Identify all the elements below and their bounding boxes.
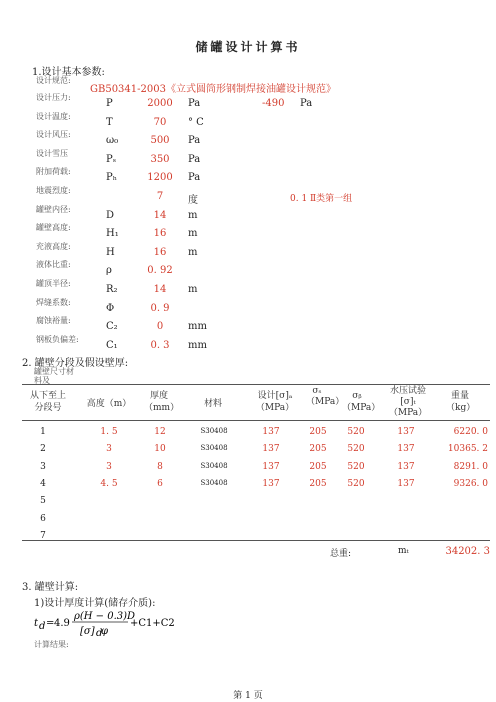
cell-weight: 10365. 2 <box>447 444 488 455</box>
svg-text:φ: φ <box>101 626 109 637</box>
cell-thick: 8 <box>157 461 163 472</box>
param-label: 焊缝系数: <box>36 297 71 307</box>
cell-test: 137 <box>397 427 415 437</box>
param-symbol: C₂ <box>106 321 118 333</box>
param-label: 充液高度: <box>36 241 71 251</box>
param-symbol: T <box>106 116 113 128</box>
param-unit: ° C <box>188 116 204 128</box>
col-material: 材料 <box>203 399 222 409</box>
cell-height: 3 <box>106 444 112 455</box>
cell-material: S30408 <box>200 478 228 487</box>
cell-thick: 10 <box>154 444 166 455</box>
param-unit: Pa <box>188 153 201 165</box>
cell-material: S30408 <box>200 444 228 453</box>
col-design: 设计[σ]ₐ（MPa） <box>255 391 295 413</box>
cell-no: 2 <box>40 444 46 455</box>
table-bottom-rule <box>22 540 490 541</box>
total-label: 总重: <box>330 549 352 559</box>
svg-text:=: = <box>46 618 55 629</box>
param-value: 500 <box>150 135 170 147</box>
svg-text:[σ]: [σ] <box>80 626 95 637</box>
thickness-formula <box>34 608 175 639</box>
param-unit: Pa <box>188 172 201 184</box>
param-value: 16 <box>153 246 167 258</box>
cell-design: 137 <box>262 427 280 437</box>
cell-ss: 205 <box>309 444 327 455</box>
param-value: 70 <box>153 116 167 128</box>
page-footer: 第 1 页 <box>233 691 263 701</box>
cell-test: 137 <box>397 461 415 472</box>
section1-heading: 1.设计基本参数: <box>32 67 105 78</box>
param-label: 设计风压: <box>36 130 71 140</box>
cell-weight: 9326. 0 <box>453 478 488 489</box>
cell-ss: 205 <box>309 478 327 489</box>
result-label: 计算结果: <box>34 640 69 649</box>
cell-design: 137 <box>262 444 280 455</box>
cell-sb: 520 <box>347 427 365 437</box>
param-symbol: R₂ <box>106 284 118 295</box>
cell-no: 4 <box>40 478 46 489</box>
param-unit: m <box>188 228 198 240</box>
cell-test: 137 <box>397 478 415 489</box>
param-symbol: C₁ <box>106 339 118 351</box>
col-weight: 重量（kg） <box>446 391 476 413</box>
param-extra-unit: Pa <box>300 98 313 109</box>
cell-weight: 6220. 0 <box>453 427 488 437</box>
param-symbol: Φ <box>106 302 115 314</box>
cell-sb: 520 <box>347 444 365 455</box>
param-label: 附加荷载: <box>36 167 71 177</box>
wall-dimension-label: 罐壁尺寸材料及 <box>34 367 74 385</box>
param-label: 钢板负偏差: <box>36 334 79 344</box>
code-value: GB50341-2003《立式圆筒形钢制焊接油罐设计规范》 <box>90 84 336 95</box>
param-value: 2000 <box>147 98 173 109</box>
param-label: 设计温度: <box>36 111 71 121</box>
param-value: 350 <box>150 153 170 165</box>
param-label: 液体比重: <box>36 260 71 270</box>
param-value: 0. 3 <box>150 339 170 351</box>
section2-heading: 2. 罐壁分段及假设壁厚: <box>22 358 129 369</box>
svg-text:+C1+C2: +C1+C2 <box>130 618 175 629</box>
param-label: 罐顶半径: <box>36 279 71 288</box>
param-symbol: H₁ <box>106 228 119 240</box>
cell-design: 137 <box>262 461 280 472</box>
param-value: 7 <box>156 191 164 202</box>
param-unit: Pa <box>188 135 201 147</box>
cell-ss: 205 <box>309 461 327 472</box>
cell-material: S30408 <box>200 461 228 470</box>
cell-no: 7 <box>40 530 46 541</box>
param-symbol: D <box>106 209 115 221</box>
param-value: 0. 92 <box>147 265 173 277</box>
cell-sb: 520 <box>347 478 365 489</box>
cell-sb: 520 <box>347 461 365 472</box>
svg-text:t: t <box>34 618 39 629</box>
param-value: 0. 9 <box>150 302 170 314</box>
svg-text:d: d <box>96 628 103 639</box>
param-value: 16 <box>153 228 167 240</box>
cell-no: 3 <box>40 461 46 472</box>
cell-height: 3 <box>106 461 112 472</box>
param-label: 地震烈度: <box>36 186 71 195</box>
param-extra-value: -490 <box>262 98 285 109</box>
table-top-rule <box>22 384 490 385</box>
cell-ss: 205 <box>309 427 327 437</box>
param-value: 1200 <box>147 172 173 184</box>
param-value: 14 <box>153 284 167 295</box>
param-unit: m <box>188 284 198 295</box>
col-test: 水压试验[σ]ₜ（MPa） <box>388 386 428 418</box>
col-sigma-b: σᵦ（MPa） <box>342 391 381 413</box>
param-note: 0. 1 Ⅱ类第一组 <box>290 194 353 204</box>
cell-height: 4. 5 <box>100 478 118 489</box>
param-unit: 度 <box>188 195 198 206</box>
total-symbol: mₜ <box>398 546 409 556</box>
param-symbol: P <box>106 98 113 109</box>
cell-test: 137 <box>397 444 415 455</box>
cell-weight: 8291. 0 <box>453 461 488 472</box>
param-label: 罐壁高度: <box>36 223 71 233</box>
cell-thick: 6 <box>157 478 163 489</box>
col-sigma-s: σₛ（MPa） <box>306 386 345 407</box>
section3-sub: 1)设计厚度计算(储存介质): <box>34 598 156 609</box>
code-label: 设计规范: <box>36 76 71 85</box>
svg-text:d: d <box>39 621 46 632</box>
param-label: 设计压力: <box>36 93 71 102</box>
cell-height: 1. 5 <box>100 427 118 437</box>
section3-heading: 3. 罐壁计算: <box>22 582 79 593</box>
param-symbol: Pₛ <box>106 153 117 165</box>
param-value: 0 <box>156 321 164 333</box>
col-height: 高度（m） <box>86 399 132 409</box>
param-value: 14 <box>153 209 167 221</box>
col-seg: 从下至上分段号 <box>29 391 66 413</box>
param-unit: mm <box>188 339 207 351</box>
param-label: 腐蚀裕量: <box>36 316 71 326</box>
param-symbol: Pₕ <box>106 172 118 184</box>
cell-no: 5 <box>40 496 46 507</box>
col-thick: 厚度（mm） <box>144 391 180 413</box>
param-unit: mm <box>188 321 207 333</box>
svg-text:ρ(H − 0.3)D: ρ(H − 0.3)D <box>74 611 136 622</box>
cell-no: 1 <box>40 427 46 437</box>
param-unit: m <box>188 246 198 258</box>
param-unit: m <box>188 209 198 221</box>
table-header-rule <box>22 420 490 421</box>
cell-thick: 12 <box>154 427 166 437</box>
cell-no: 6 <box>40 513 46 524</box>
page-title: 储罐设计计算书 <box>195 40 301 54</box>
param-label: 设计雪压 <box>36 148 68 158</box>
cell-material: S30408 <box>200 427 228 435</box>
param-symbol: ρ <box>106 265 112 277</box>
param-unit: Pa <box>188 98 201 109</box>
param-label: 罐壁内径: <box>36 204 71 214</box>
svg-text:4.9: 4.9 <box>54 618 70 629</box>
param-symbol: H <box>106 246 115 258</box>
param-symbol: ω₀ <box>106 135 119 147</box>
cell-design: 137 <box>262 478 280 489</box>
total-value: 34202. 3 <box>445 546 490 557</box>
